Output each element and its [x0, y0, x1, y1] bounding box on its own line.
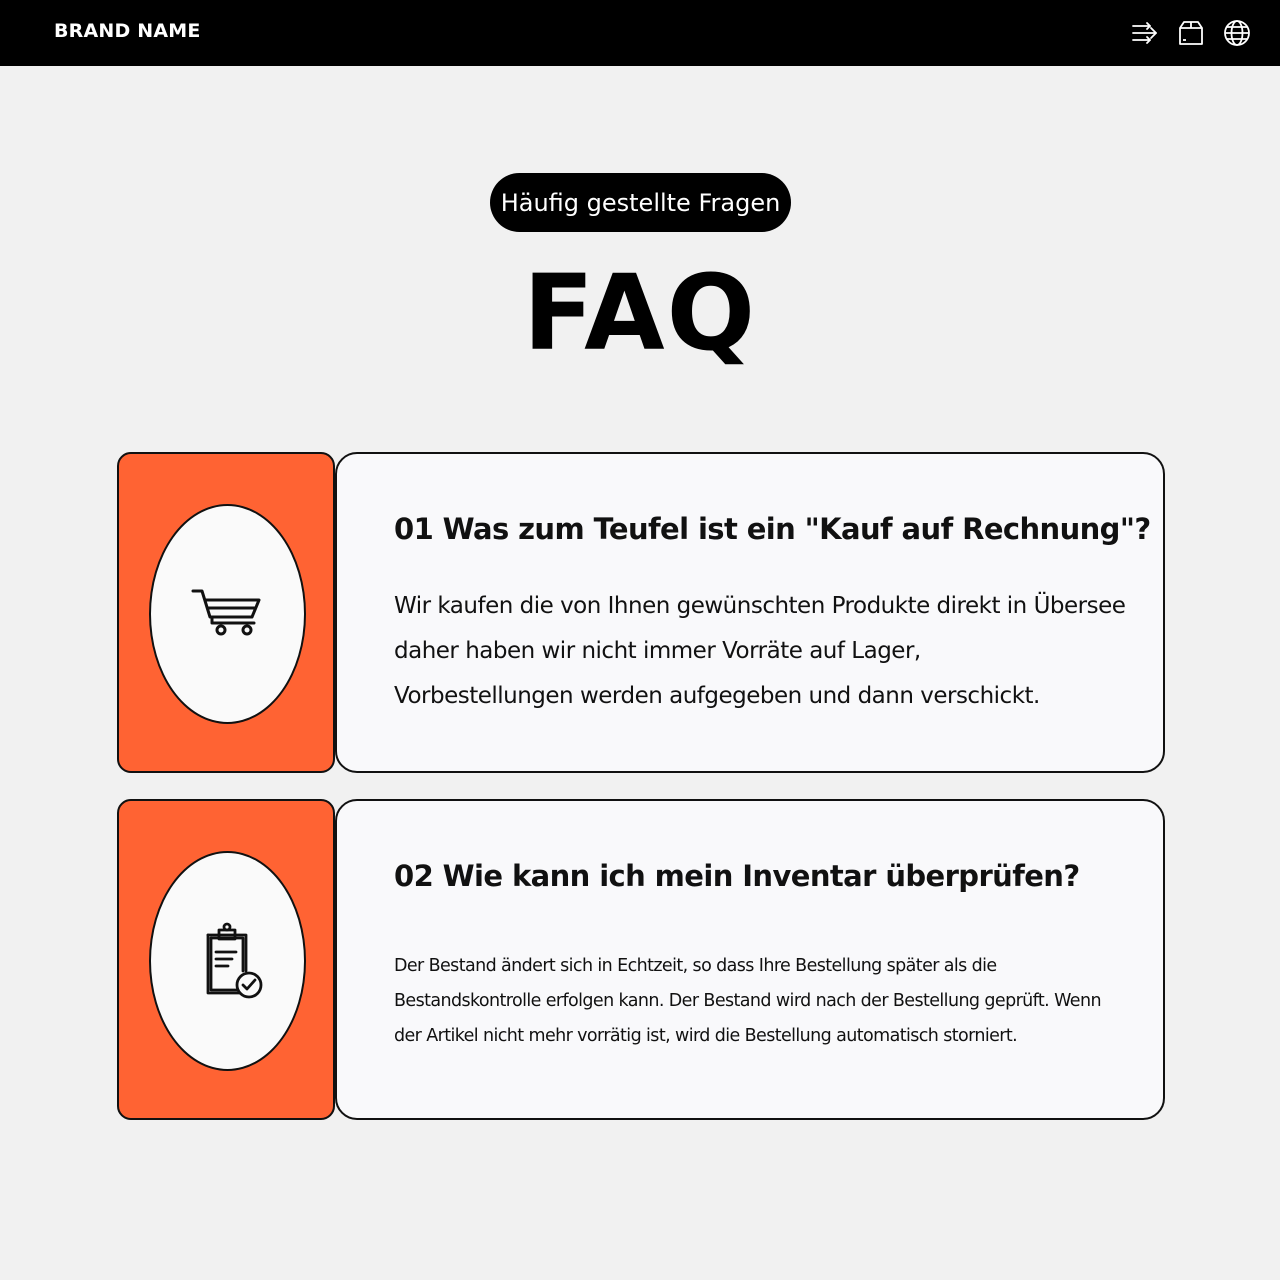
brand-name[interactable]: BRAND NAME — [54, 20, 201, 42]
faq-card — [335, 799, 1165, 1120]
faq-card — [335, 452, 1165, 773]
icon-oval — [149, 851, 306, 1071]
icon-oval — [149, 504, 306, 724]
faq-answer — [394, 949, 1134, 1054]
answer-line: daher haben wir nicht immer Vorräte auf Lager, — [394, 638, 921, 664]
faq-icon-panel — [117, 799, 335, 1120]
answer-line: Wir kaufen die von Ihnen gewünschten Produkte direkt in Übersee — [394, 593, 1126, 619]
answer-line: der Artikel nicht mehr vorrätig ist, wird die Bestellung automatisch storniert. — [394, 1026, 1018, 1046]
answer-line: Der Bestand ändert sich in Echtzeit, so dass Ihre Bestellung später als die — [394, 956, 997, 976]
globe-icon[interactable] — [1222, 18, 1252, 48]
answer-line: Bestandskontrolle erfolgen kann. Der Bestand wird nach der Bestellung geprüft. Wenn — [394, 991, 1101, 1011]
clipboard-check-icon — [188, 921, 268, 1001]
arrows-right-icon[interactable] — [1130, 18, 1160, 48]
faq-badge: Häufig gestellte Fragen — [490, 173, 791, 232]
box-icon[interactable] — [1176, 18, 1206, 48]
page-title: FAQ — [522, 252, 757, 374]
faq-item-1 — [117, 452, 1165, 773]
top-navigation-bar — [0, 0, 1280, 66]
header-icons — [1130, 18, 1252, 48]
faq-question[interactable]: 02 Wie kann ich mein Inventar überprüfen? — [394, 859, 1080, 893]
faq-answer — [394, 584, 1134, 719]
faq-item-2 — [117, 799, 1165, 1120]
faq-question[interactable]: 01 Was zum Teufel ist ein "Kauf auf Rechnung"? — [394, 512, 1151, 546]
faq-icon-panel — [117, 452, 335, 773]
shopping-cart-icon — [188, 574, 268, 654]
answer-line: Vorbestellungen werden aufgegeben und dann verschickt. — [394, 683, 1040, 709]
